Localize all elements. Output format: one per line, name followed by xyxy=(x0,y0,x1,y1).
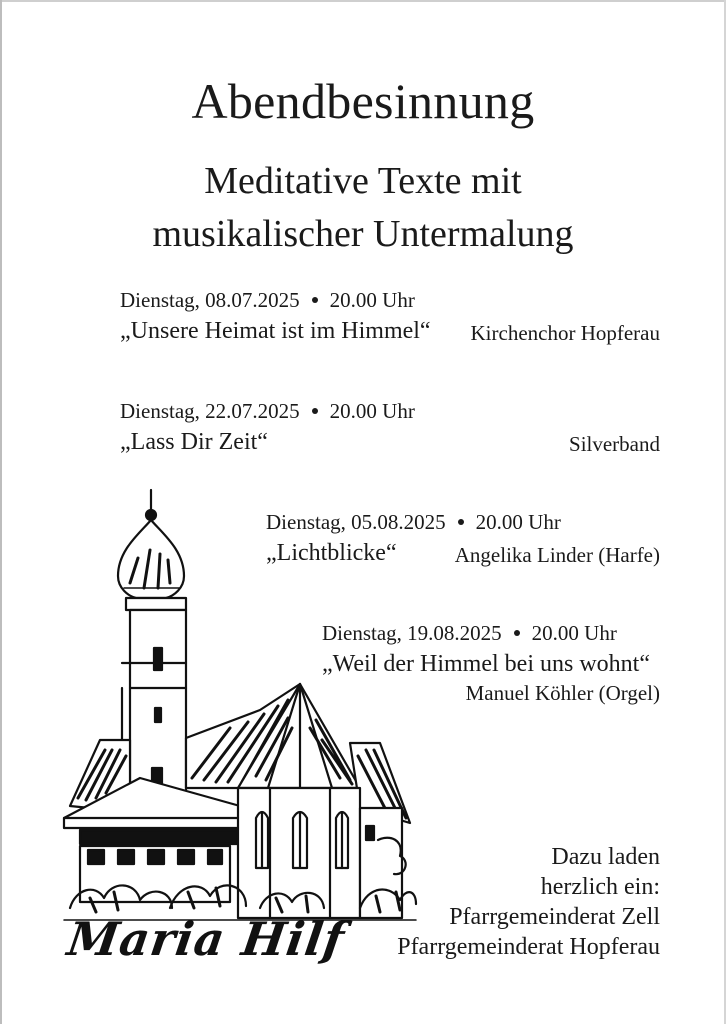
event-3-time: 20.00 Uhr xyxy=(475,510,561,534)
event-3-title: „Lichtblicke“ xyxy=(266,540,397,566)
page-edge-left xyxy=(0,0,2,1024)
event-1-time: 20.00 Uhr xyxy=(329,288,415,312)
event-2-title: „Lass Dir Zeit“ xyxy=(120,429,268,455)
bullet-icon xyxy=(312,408,318,414)
invitation-line-2: herzlich ein: xyxy=(540,874,660,900)
event-4-title: „Weil der Himmel bei uns wohnt“ xyxy=(322,651,650,677)
event-1-performer: Kirchenchor Hopferau xyxy=(470,321,660,345)
event-2-date xyxy=(120,399,415,424)
event-2-performer: Silverband xyxy=(569,432,660,456)
event-1-title: „Unsere Heimat ist im Himmel“ xyxy=(120,318,431,344)
event-3-performer: Angelika Linder (Harfe) xyxy=(454,543,660,567)
page-title: Abendbesinnung xyxy=(191,73,535,129)
event-1-date xyxy=(120,288,415,313)
invitation-line-3: Pfarrgemeinderat Zell xyxy=(449,904,660,930)
event-4-performer: Manuel Köhler (Orgel) xyxy=(465,681,660,705)
bullet-icon xyxy=(514,630,520,636)
invitation-line-1: Dazu laden xyxy=(551,844,660,870)
subtitle-line-2: musikalischer Untermalung xyxy=(152,213,574,255)
subtitle-line-1: Meditative Texte mit xyxy=(204,160,522,202)
invitation-line-4: Pfarrgemeinderat Hopferau xyxy=(397,934,660,960)
event-2-time: 20.00 Uhr xyxy=(329,399,415,423)
bullet-icon xyxy=(458,519,464,525)
event-4-time: 20.00 Uhr xyxy=(531,621,617,645)
event-3-weekday-date: Dienstag, 05.08.2025 xyxy=(266,510,446,534)
event-4-weekday-date: Dienstag, 19.08.2025 xyxy=(322,621,502,645)
event-1-weekday-date: Dienstag, 08.07.2025 xyxy=(120,288,300,312)
logo-text: Maria Hilf xyxy=(64,912,349,966)
bullet-icon xyxy=(312,297,318,303)
event-2-weekday-date: Dienstag, 22.07.2025 xyxy=(120,399,300,423)
church-illustration-icon xyxy=(60,488,420,978)
invitation-block xyxy=(397,842,660,962)
page-edge-top xyxy=(0,0,726,2)
